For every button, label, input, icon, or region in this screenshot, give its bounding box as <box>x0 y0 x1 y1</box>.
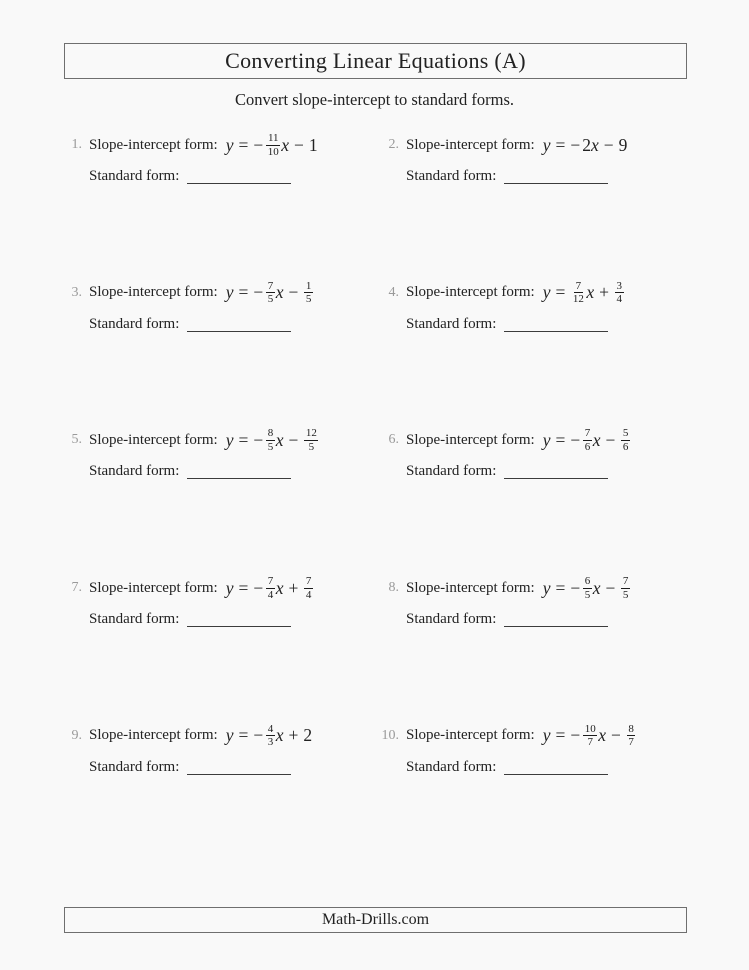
math-var: x <box>275 429 284 450</box>
math-op: + <box>288 577 299 598</box>
answer-blank <box>187 183 291 184</box>
math-sign: − <box>570 134 581 155</box>
standard-form-label: Standard form: <box>406 611 497 628</box>
fraction: $\frac{6}{5}$ <box>584 574 591 601</box>
equation <box>543 723 637 749</box>
answer-blank <box>187 331 291 332</box>
standard-form-label: Standard form: <box>406 168 497 184</box>
slope-intercept-label: Slope-intercept form: <box>406 727 535 744</box>
problem <box>373 126 690 274</box>
answer-blank <box>504 478 608 479</box>
equation <box>543 135 628 156</box>
math-sign: − <box>253 577 264 598</box>
title-box <box>64 43 687 79</box>
math-op: = <box>238 577 249 598</box>
equation <box>543 575 631 601</box>
math-var: x <box>591 134 599 155</box>
equation <box>226 132 318 158</box>
standard-form-label: Standard form: <box>406 315 497 332</box>
standard-form-label: Standard form: <box>89 168 180 184</box>
problem <box>373 569 690 717</box>
math-op: − <box>288 282 299 303</box>
math-var: y <box>225 725 234 746</box>
math-sign: − <box>570 429 581 450</box>
standard-form-label: Standard form: <box>406 463 497 480</box>
math-op: − <box>603 134 614 155</box>
math-var: x <box>592 577 601 598</box>
answer-blank <box>187 626 291 627</box>
answer-blank <box>504 626 608 627</box>
slope-intercept-label: Slope-intercept form: <box>89 727 218 744</box>
math-var: y <box>225 282 234 303</box>
standard-form-line <box>373 463 690 480</box>
problem <box>373 274 690 422</box>
math-num: 1 <box>308 134 318 155</box>
slope-intercept-label: Slope-intercept form: <box>89 136 218 153</box>
slope-intercept-label: Slope-intercept form: <box>89 284 218 301</box>
slope-intercept-label: Slope-intercept form: <box>406 579 535 596</box>
math-op: + <box>599 282 610 303</box>
fraction: $\frac{8}{5}$ <box>267 427 274 453</box>
math-op: = <box>238 429 249 450</box>
standard-form-line <box>56 463 373 480</box>
math-op: − <box>605 429 616 450</box>
math-sign: − <box>253 429 264 450</box>
math-var: y <box>542 577 551 598</box>
math-op: − <box>288 429 299 450</box>
equation <box>226 280 314 306</box>
math-op: = <box>555 725 566 746</box>
slope-intercept-line <box>56 719 373 753</box>
slope-intercept-label: Slope-intercept form: <box>406 136 535 153</box>
slope-intercept-line <box>373 571 690 605</box>
math-var: y <box>225 577 234 598</box>
standard-form-line <box>56 168 373 185</box>
math-var: y <box>542 429 551 450</box>
fraction: $\frac{7}{4}$ <box>267 574 274 601</box>
problem <box>373 717 690 865</box>
standard-form-label: Standard form: <box>89 315 180 332</box>
problem-number: 8. <box>388 580 399 596</box>
problem <box>56 569 373 717</box>
footer-site-text: Math-Drills.com <box>321 911 430 928</box>
slope-intercept-line <box>56 276 373 310</box>
fraction: $\frac{1}{5}$ <box>305 279 312 306</box>
math-var: x <box>598 725 607 746</box>
fraction: $\frac{8}{7}$ <box>628 722 634 749</box>
problem-number: 2. <box>388 137 399 152</box>
problem-number: 7. <box>71 580 82 596</box>
slope-intercept-label: Slope-intercept form: <box>89 431 218 448</box>
math-op: + <box>288 725 299 746</box>
math-num: 2 <box>582 134 591 155</box>
worksheet-instructions: Convert slope-intercept to standard forms. <box>234 90 515 109</box>
problems-grid <box>56 126 690 864</box>
math-op: = <box>555 134 566 155</box>
math-sign: − <box>253 725 264 746</box>
math-var: x <box>275 282 284 303</box>
fraction: $\frac{7}{5}$ <box>622 574 629 601</box>
equation <box>226 575 314 601</box>
standard-form-label: Standard form: <box>89 611 180 628</box>
math-op: = <box>555 577 566 598</box>
fraction: $\frac{5}{6}$ <box>622 427 629 453</box>
fraction: $\frac{11}{10}$ <box>267 131 279 158</box>
standard-form-label: Standard form: <box>89 758 180 775</box>
math-sign: − <box>570 725 581 746</box>
slope-intercept-line <box>56 571 373 605</box>
problem <box>56 126 373 274</box>
math-var: y <box>542 282 551 303</box>
equation <box>226 427 320 453</box>
math-var: x <box>275 725 284 746</box>
fraction: $\frac{12}{5}$ <box>305 427 317 453</box>
slope-intercept-label: Slope-intercept form: <box>406 431 535 448</box>
fraction: $\frac{3}{4}$ <box>616 279 623 306</box>
math-op: = <box>238 134 249 155</box>
standard-form-line <box>373 759 690 776</box>
answer-blank <box>187 478 291 479</box>
math-var: y <box>225 134 234 155</box>
math-var: y <box>542 134 551 155</box>
standard-form-line <box>56 759 373 776</box>
math-num: 2 <box>303 725 313 746</box>
standard-form-line <box>373 316 690 333</box>
math-var: x <box>586 282 595 303</box>
footer-box <box>64 907 687 933</box>
answer-blank <box>187 774 291 775</box>
equation <box>543 427 631 453</box>
problem-number: 4. <box>388 284 399 300</box>
math-sign: − <box>253 282 264 303</box>
problem-number: 3. <box>71 284 82 300</box>
problem <box>56 274 373 422</box>
math-var: x <box>275 577 284 598</box>
answer-blank <box>504 331 608 332</box>
standard-form-line <box>56 611 373 628</box>
math-var: y <box>225 429 234 450</box>
fraction: $\frac{10}{7}$ <box>584 722 596 749</box>
fraction: $\frac{7}{4}$ <box>305 574 312 601</box>
math-op: = <box>238 282 249 303</box>
math-var: y <box>542 725 551 746</box>
slope-intercept-label: Slope-intercept form: <box>89 579 218 596</box>
math-op: = <box>555 429 566 450</box>
problem <box>56 717 373 865</box>
slope-intercept-line <box>56 423 373 457</box>
math-var: x <box>592 429 601 450</box>
fraction: $\frac{7}{5}$ <box>267 279 274 306</box>
slope-intercept-line <box>373 276 690 310</box>
slope-intercept-label: Slope-intercept form: <box>406 284 535 301</box>
worksheet-title: Converting Linear Equations (A) <box>225 48 526 73</box>
problem <box>56 421 373 569</box>
standard-form-label: Standard form: <box>406 758 497 775</box>
fraction: $\frac{7}{6}$ <box>584 427 591 453</box>
equation <box>226 723 312 749</box>
slope-intercept-line <box>56 128 373 162</box>
problem-number: 9. <box>71 727 82 743</box>
math-op: − <box>611 725 621 746</box>
equation <box>543 280 625 306</box>
answer-blank <box>504 183 608 184</box>
problem-number: 5. <box>71 432 82 448</box>
math-op: = <box>555 282 566 303</box>
standard-form-label: Standard form: <box>89 463 180 480</box>
slope-intercept-line <box>373 719 690 753</box>
math-sign: − <box>570 577 581 598</box>
problem-number: 1. <box>71 137 82 152</box>
math-num: 9 <box>618 134 628 155</box>
problem <box>373 421 690 569</box>
answer-blank <box>504 774 608 775</box>
problem-number: 6. <box>388 432 399 448</box>
math-sign: − <box>253 134 264 155</box>
standard-form-line <box>56 316 373 333</box>
standard-form-line <box>373 611 690 628</box>
slope-intercept-line <box>373 423 690 457</box>
standard-form-line <box>373 168 690 185</box>
math-op: = <box>238 725 249 746</box>
slope-intercept-line <box>373 128 690 162</box>
math-op: − <box>294 134 304 155</box>
problem-number: 10. <box>381 727 399 743</box>
fraction: $\frac{4}{3}$ <box>267 722 274 749</box>
math-var: x <box>281 134 290 155</box>
fraction: $\frac{7}{12}$ <box>572 279 584 306</box>
math-op: − <box>605 577 616 598</box>
